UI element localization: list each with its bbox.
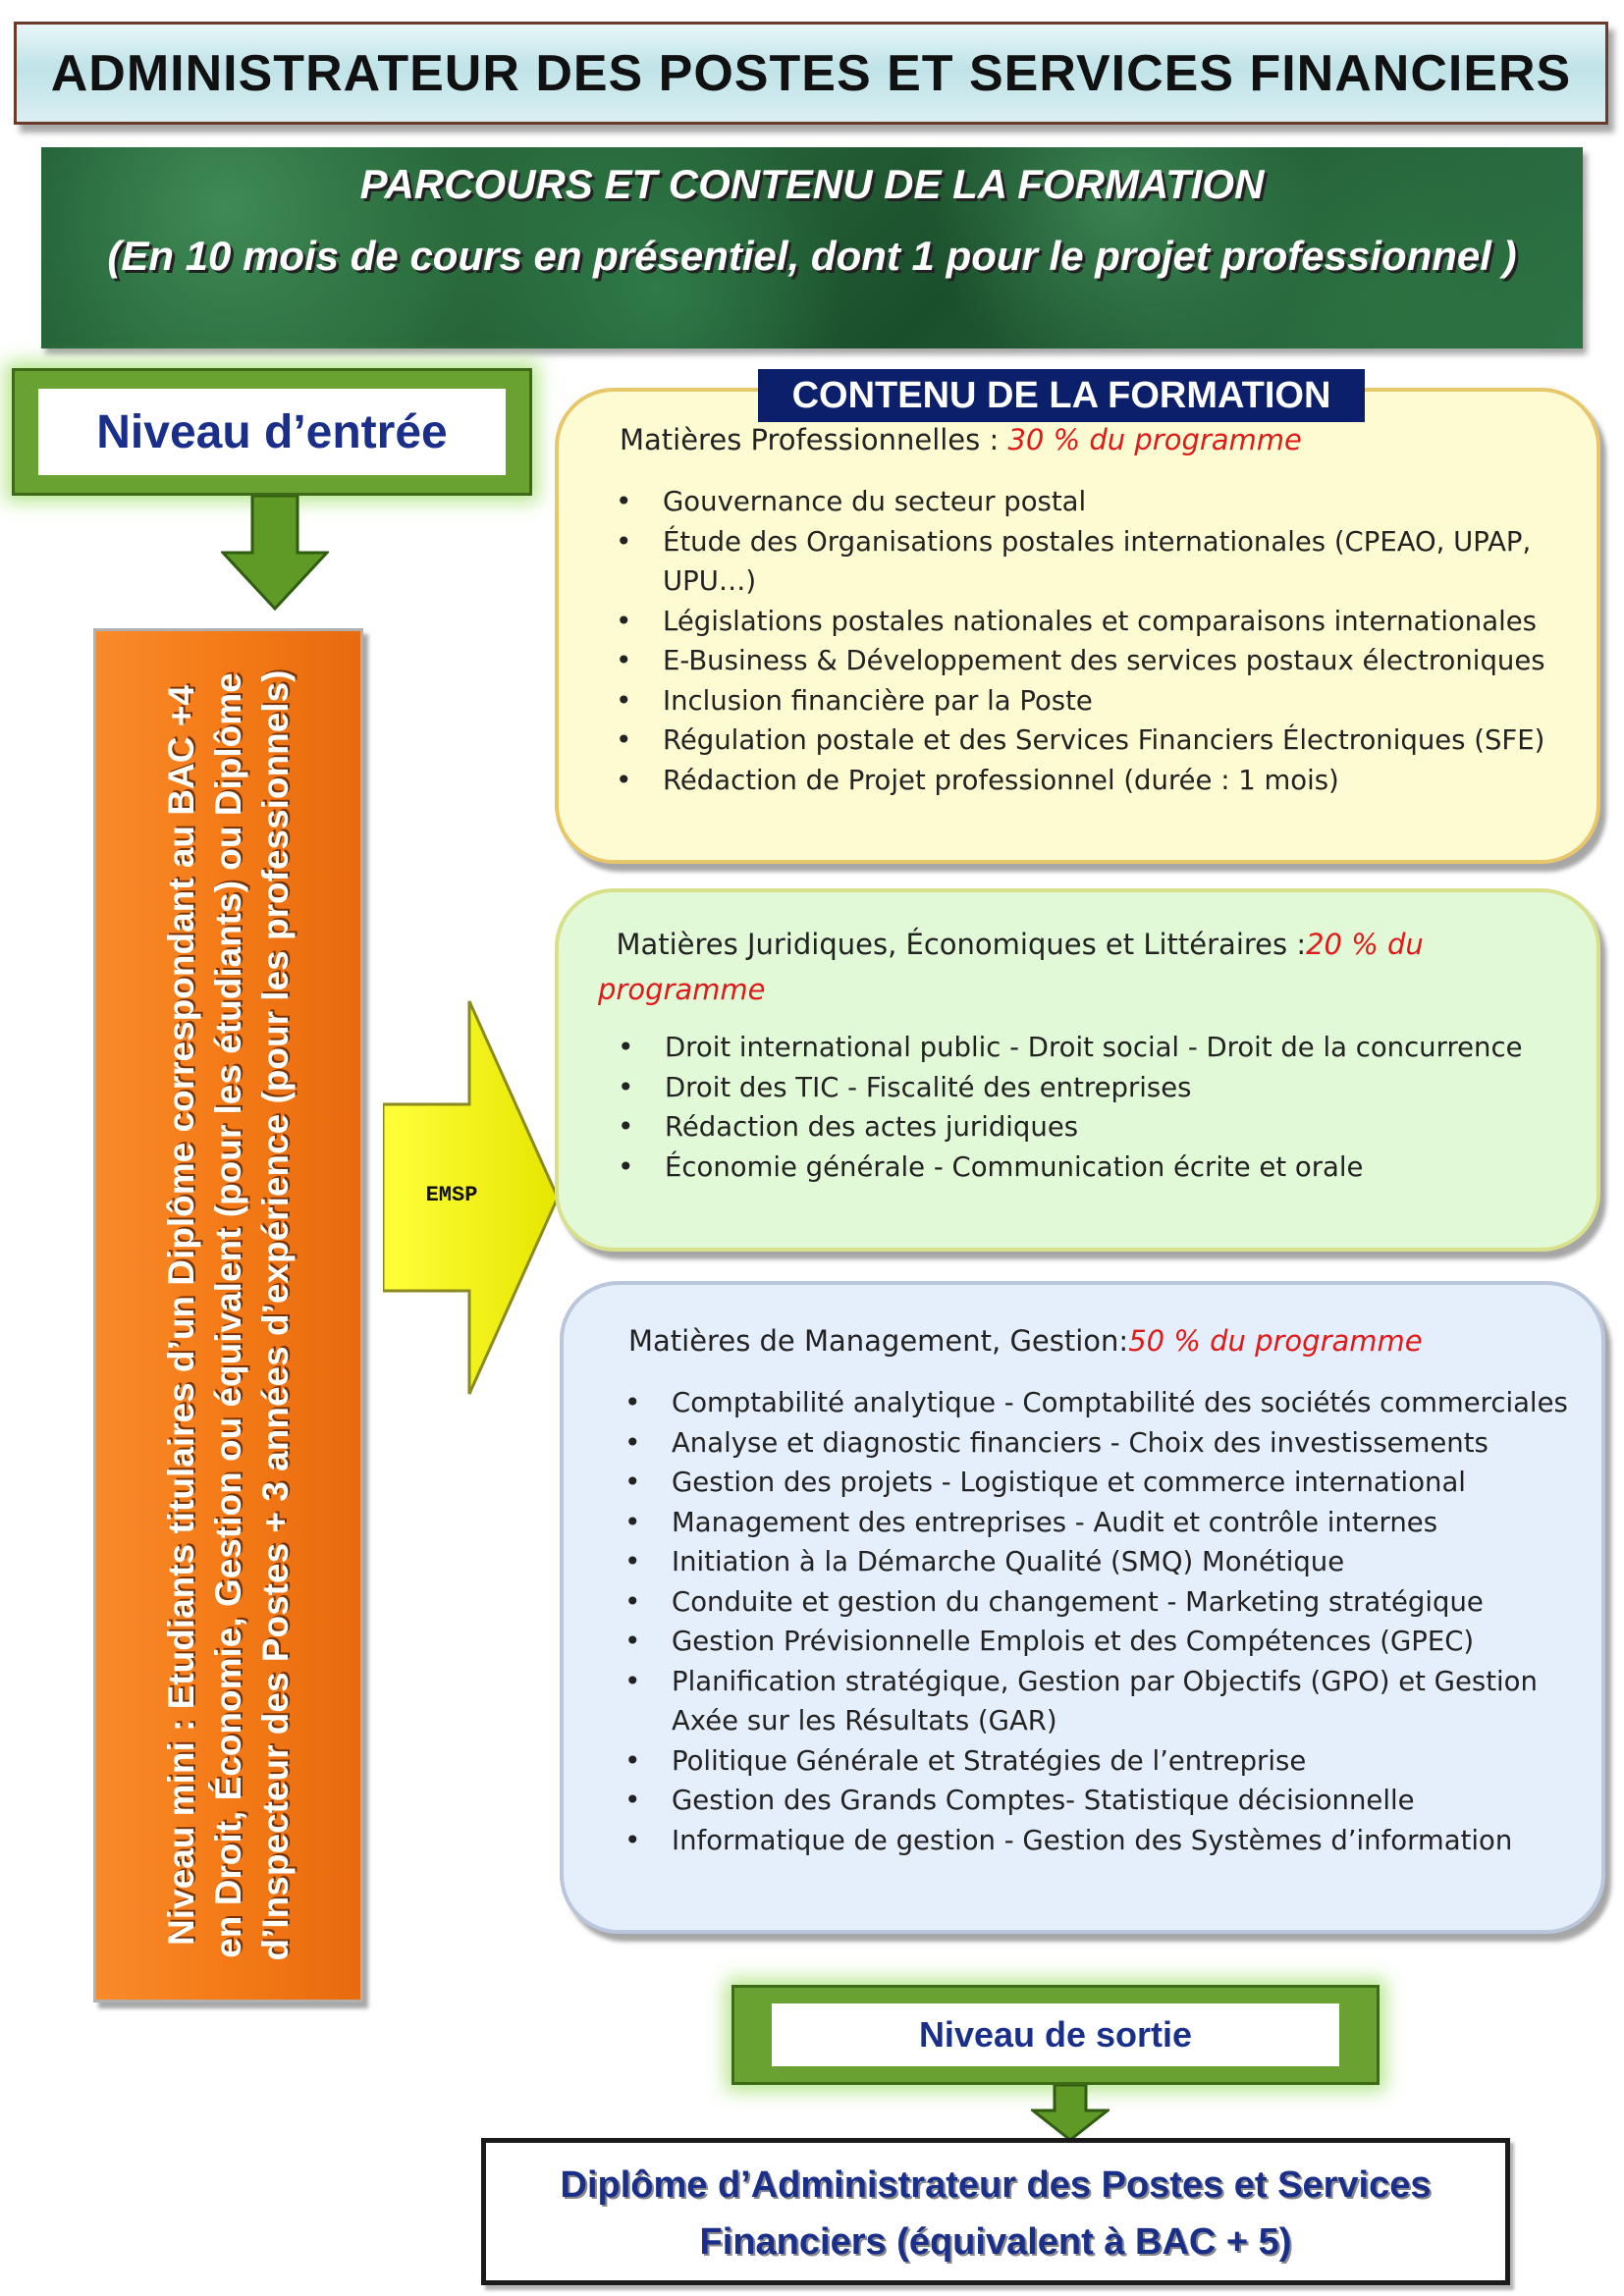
list-item: • Planification stratégique, Gestion par Objectifs (GPO) et Gestion Axée sur les Résultats (GAR) <box>672 1662 1585 1741</box>
list-item: • Analyse et diagnostic financiers - Choix des investissements <box>672 1423 1585 1464</box>
subtitle-heading: PARCOURS ET CONTENU DE LA FORMATION <box>359 161 1265 207</box>
list-item: • Inclusion financière par la Poste <box>663 681 1586 721</box>
title-banner <box>14 22 1608 125</box>
list-item: • Rédaction de Projet professionnel (durée : 1 mois) <box>663 761 1586 801</box>
list-item: • Management des entreprises - Audit et contrôle internes <box>672 1503 1585 1543</box>
legal-subjects-box <box>555 888 1600 1252</box>
list-item: • Droit des TIC - Fiscalité des entreprises <box>665 1068 1548 1108</box>
professional-percent: 30 % du programme <box>1007 423 1302 456</box>
management-percent: 50 % du programme <box>1128 1324 1423 1358</box>
list-item: • Informatique de gestion - Gestion des Systèmes d’information <box>672 1821 1585 1861</box>
content-header <box>758 369 1365 422</box>
professional-title-text: Matières Professionnelles : <box>620 423 1008 456</box>
professional-title <box>620 423 1302 456</box>
management-list <box>617 1383 1585 1860</box>
list-item: • Droit international public - Droit social - Droit de la concurrence <box>665 1028 1548 1068</box>
list-item: • Gestion des projets - Logistique et commerce international <box>672 1463 1585 1503</box>
list-item: • Législations postales nationales et comparaisons internationales <box>663 602 1586 642</box>
list-item: • Étude des Organisations postales internationales (CPEAO, UPAP, UPU…) <box>663 522 1586 602</box>
legal-percent: 20 % du programme <box>598 928 1424 1006</box>
content-header-label: CONTENU DE LA FORMATION <box>791 374 1331 416</box>
emsp-label: EMSP <box>425 1183 478 1207</box>
legal-title-text: Matières Juridiques, Économiques et Littéraires : <box>616 928 1307 961</box>
entry-level-label: Niveau d’entrée <box>96 405 448 458</box>
professional-list <box>608 482 1586 800</box>
entry-level-inner <box>38 389 506 475</box>
list-item: • Politique Générale et Stratégies de l’entreprise <box>672 1741 1585 1782</box>
exit-level-label: Niveau de sortie <box>918 2014 1193 2055</box>
legal-title <box>598 922 1541 1012</box>
list-item: • Conduite et gestion du changement - Marketing stratégique <box>672 1582 1585 1623</box>
exit-level-inner <box>772 2003 1339 2066</box>
down-arrow-icon <box>1031 2085 1110 2142</box>
list-item: • Gestion des Grands Comptes- Statistique décisionnelle <box>672 1781 1585 1821</box>
professional-subjects-box <box>555 388 1600 864</box>
list-item: • Gestion Prévisionnelle Emplois et des Compétences (GPEC) <box>672 1622 1585 1662</box>
management-subjects-box <box>560 1281 1605 1934</box>
list-item: • Économie générale - Communication écrite et orale <box>665 1148 1548 1188</box>
list-item: • Rédaction des actes juridiques <box>665 1107 1548 1148</box>
subtitle-duration: (En 10 mois de cours en présentiel, dont 1 pour le projet professionnel ) <box>107 233 1517 279</box>
entry-level-box <box>12 368 532 496</box>
down-arrow-icon <box>221 496 329 614</box>
list-item: • Comptabilité analytique - Comptabilité des sociétés commerciales <box>672 1383 1585 1423</box>
subtitle-box <box>41 147 1583 348</box>
diploma-box <box>481 2138 1510 2285</box>
list-item: • E-Business & Développement des services postaux électroniques <box>663 641 1586 681</box>
list-item: • Régulation postale et des Services Financiers Électroniques (SFE) <box>663 721 1586 761</box>
list-item: • Initiation à la Démarche Qualité (SMQ) Monétique <box>672 1542 1585 1582</box>
legal-list <box>610 1028 1548 1187</box>
management-title-text: Matières de Management, Gestion: <box>628 1324 1129 1358</box>
diploma-text: Diplôme d’Administrateur des Postes et Services Financiers (équivalent à BAC + 5) <box>560 2164 1432 2263</box>
management-title <box>628 1324 1423 1358</box>
entry-requirements-text: Niveau mini : Etudiants titulaires d’un Diplôme correspondant au BAC +4 en Droit, Économie, Gestion ou équivalent (pour les étudiants) ou Diplôme d’Inspecteur des Postes + 3 années d’expérience (pour les professionnels) <box>160 669 296 1961</box>
entry-requirements-box <box>93 628 363 2002</box>
list-item: • Gouvernance du secteur postal <box>663 482 1586 522</box>
exit-level-box <box>731 1985 1380 2085</box>
page-title: ADMINISTRATEUR DES POSTES ET SERVICES FINANCIERS <box>50 44 1572 102</box>
